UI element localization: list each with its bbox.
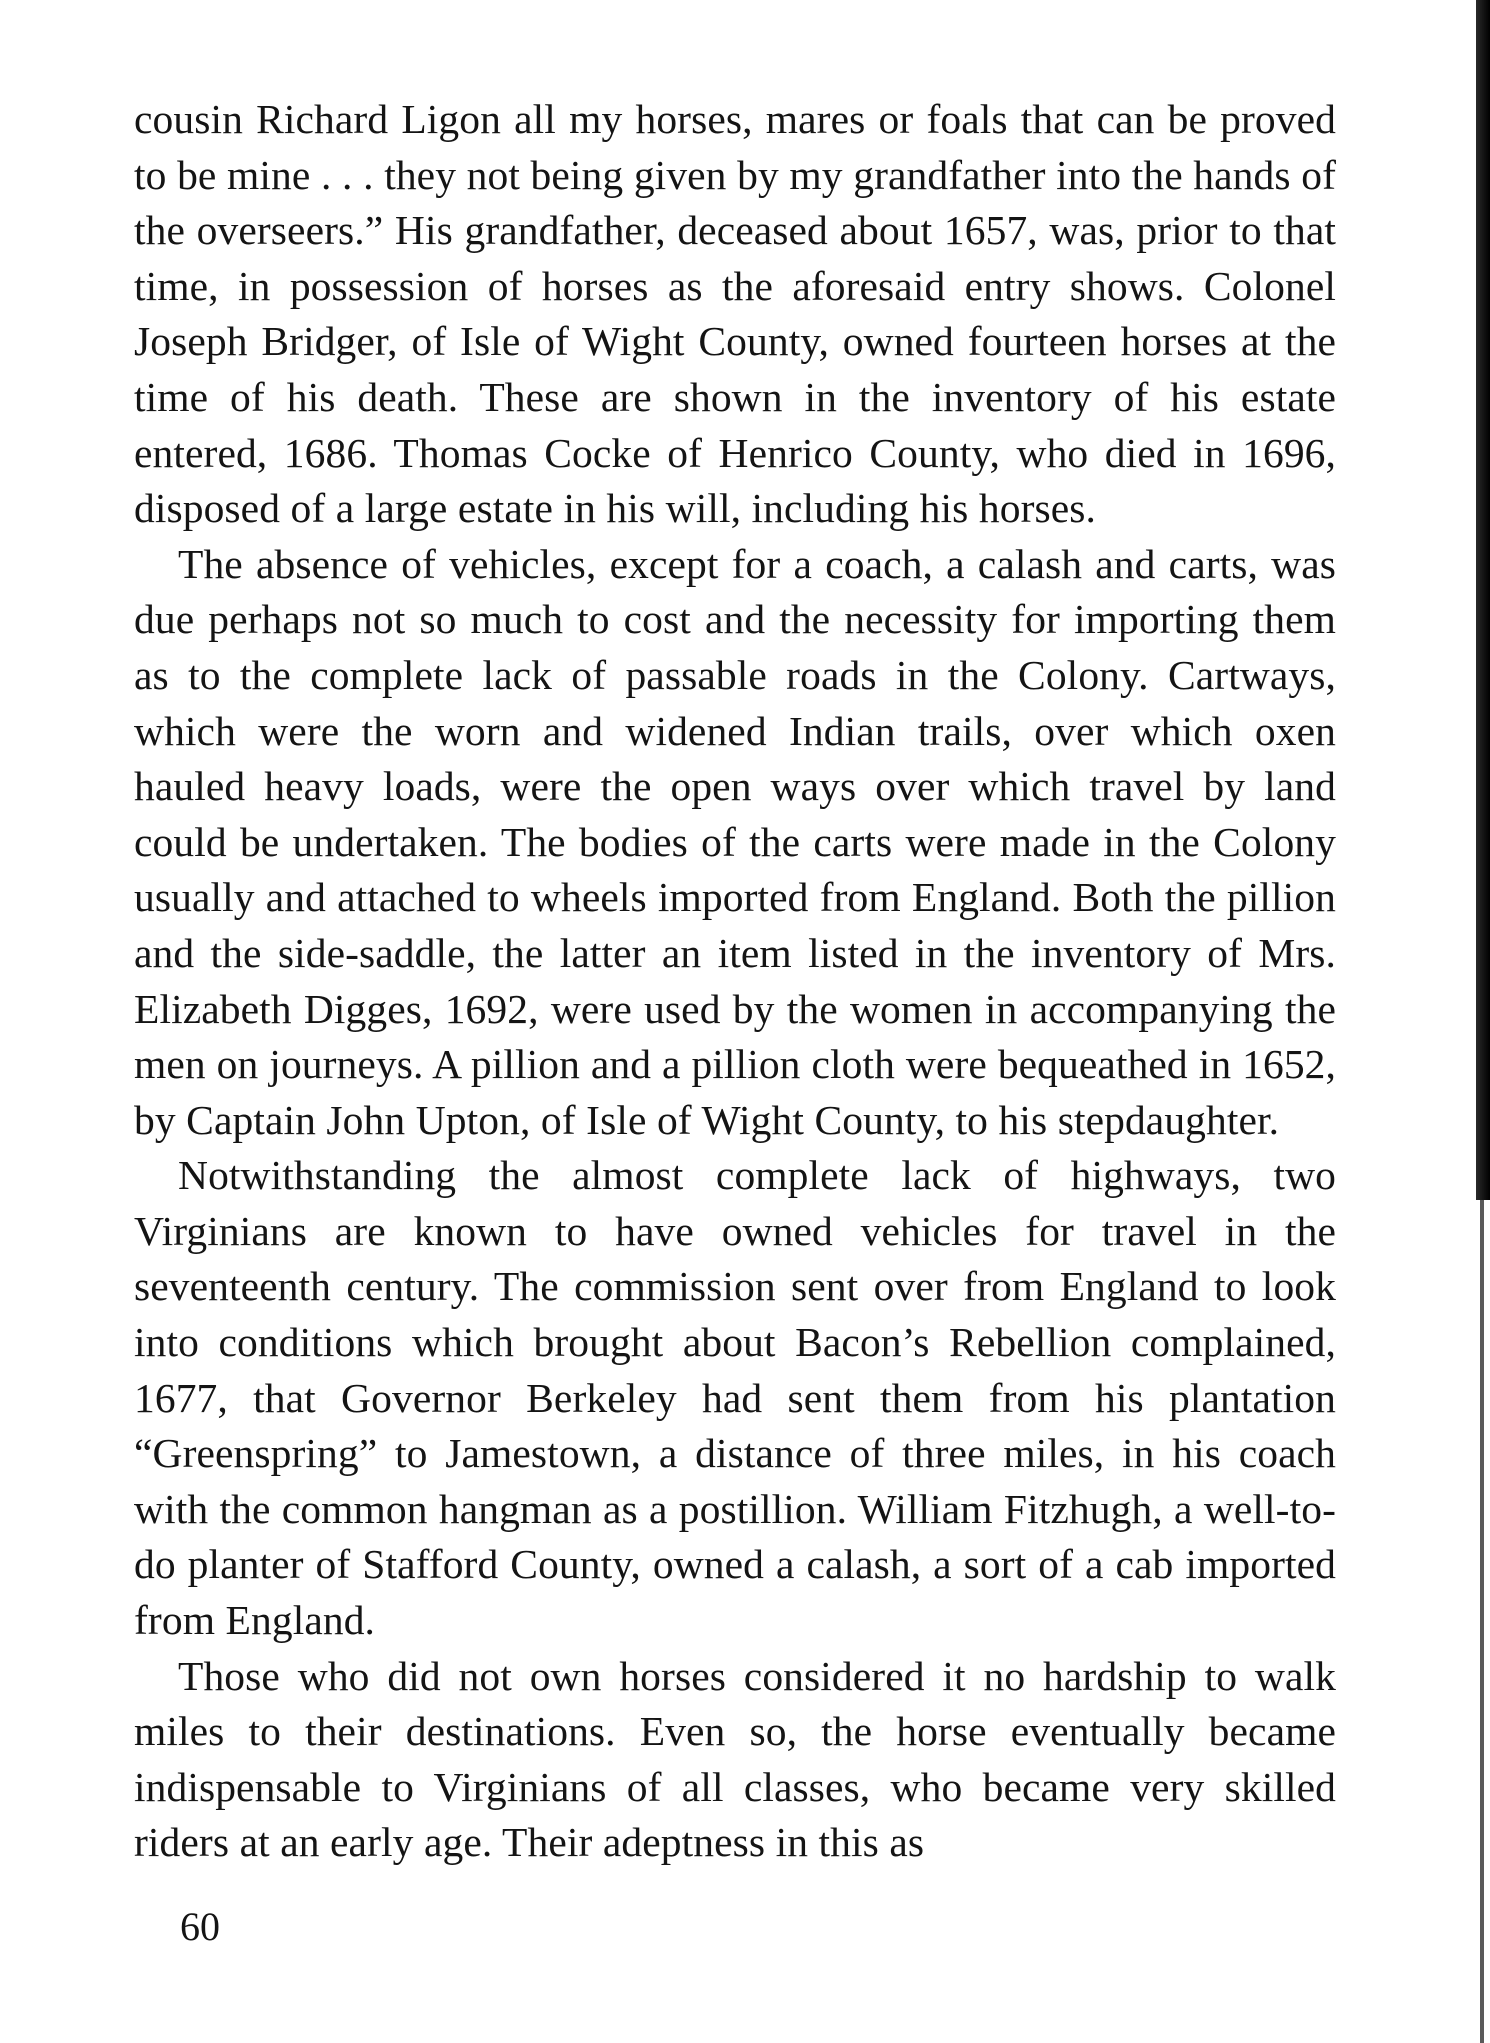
paragraph-vehicles: The absence of vehicles, except for a coach, a calash and carts, was due perhaps not so much to cost and the necessity for importing them as to the complete lack of passable roads in the Colony. Cartways, which were the worn and widened Indian trails, over which oxen hauled heavy loads, were the open ways over which travel by land could be undertaken. The bodies of the carts were made in the Colony usually and attached to wheels imported from England. Both the pillion and the side-saddle, the latter an item listed in the inventory of Mrs. Elizabeth Digges, 1692, were used by the women in accompanying the men on journeys. A pillion and a pillion cloth were bequeathed in 1652, by Captain John Upton, of Isle of Wight County, to his stepdaughter. (134, 540, 1336, 1143)
paragraph-horses: Those who did not own horses considered it no hardship to walk miles to their destinations. Even so, the horse eventually became indispensable to Virginians of all classes, who became very skilled riders at an early age. Their adeptness in this as (134, 1652, 1336, 1866)
paragraph-highways: Notwithstanding the almost complete lack of highways, two Virginians are known to have owned vehicles for travel in the seventeenth century. The commission sent over from England to look into conditions which brought about Bacon’s Rebellion complained, 1677, that Governor Berkeley had sent them from his plantation “Greenspring” to Jamestown, a distance of three miles, in his coach with the common hangman as a postillion. William Fitzhugh, a well-to-do planter of Stafford County, owned a calash, a sort of a cab imported from England. (134, 1152, 1336, 1644)
paragraph-continuation: cousin Richard Ligon all my horses, mares or foals that can be proved to be mine . . . they not being given by my grandfather into the hands of the overseers.” His grandfather, deceased about 1657, was, prior to that time, in possession of horses as the aforesaid entry shows. Colonel Joseph Bridger, of Isle of Wight County, owned fourteen horses at the time of his death. These are shown in the inventory of his estate entered, 1686. Thomas Cocke of Henrico County, who died in 1696, disposed of a large estate in his will, including his horses. (134, 96, 1336, 532)
page-number: 60 (180, 1904, 220, 1949)
binding-edge-shadow (1480, 1200, 1484, 2043)
body-text (134, 92, 1336, 1871)
binding-edge (1476, 0, 1490, 1200)
